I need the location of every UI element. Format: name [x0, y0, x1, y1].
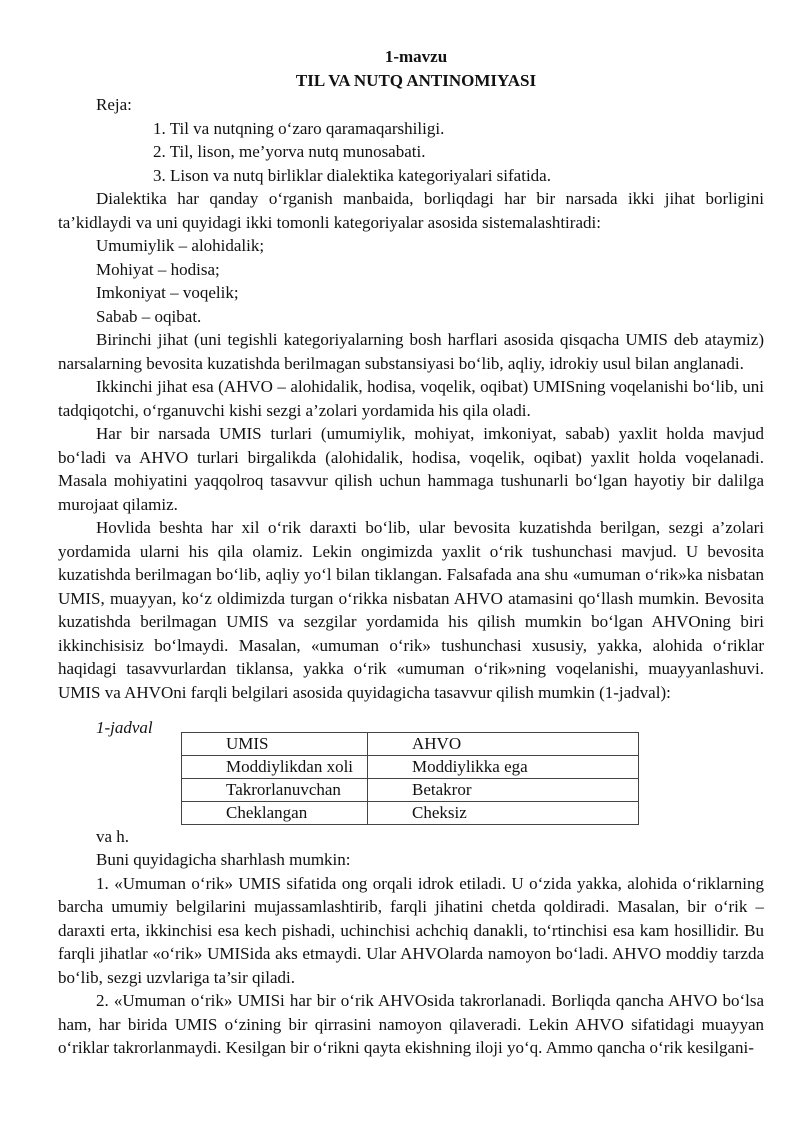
table-cell: Takrorlanuvchan [182, 778, 368, 801]
page-title: TIL VA NUTQ ANTINOMIYASI [295, 71, 537, 90]
plan-item: 1. Til va nutqning o‘zaro qaramaqarshiligi. [153, 118, 445, 138]
comparison-table [181, 732, 639, 825]
plan-label: Reja: [96, 95, 132, 114]
body-paragraph: Birinchi jihat (uni tegishli kategoriyalarning bosh harflari asosida qisqacha UMIS deb ataymiz) narsalarning bevosita kuzatishda berilmagan substansiyasi bo‘lib, aqliy, idrokiy usul bilan anglanadi. [58, 330, 764, 373]
body-paragraph: Har bir narsada UMIS turlari (umumiylik, mohiyat, imkoniyat, sabab) yaxlit holda mavjud bo‘ladi va AHVO turlari birgalikda (alohidalik, hodisa, voqelik, oqibat) yaxlit holda voqelanadi. Masala mohiyatini yaqqolroq tasavvur qilish uchun hammaga tushunarli bo‘lgan hayotiy bir dalilga murojaat qilamiz. [58, 424, 764, 514]
document-page [58, 45, 764, 1060]
table-row [182, 732, 639, 755]
numbered-paragraph: 2. «Umuman o‘rik» UMISi har bir o‘rik AHVOsida takrorlanadi. Borliqda qancha AHVO bo‘lsa ham, har birida UMIS o‘zining bir qirrasini namoyon qilaveradi. Lekin AHVO sifatidagi muayyan o‘riklar takrorlanmaydi. Kesilgan bir o‘rikni qayta ekishning iloji yo‘q. Ammo qancha o‘rik kesilgani- [58, 991, 764, 1057]
table-cell: Moddiylikka ega [368, 755, 639, 778]
plan-list [58, 117, 764, 188]
table-cell: Betakror [368, 778, 639, 801]
table-cell: UMIS [182, 732, 368, 755]
intro-paragraph: Dialektika har qanday o‘rganish manbaida, borliqdagi har bir narsada ikki jihat borligini ta’kidlaydi va uni quyidagi ikki tomonli kategoriyalar asosida sistemalashtiradi: [58, 189, 764, 232]
body-paragraph: Ikkinchi jihat esa (AHVO – alohidalik, hodisa, voqelik, oqibat) UMISning voqelanishi bo‘lib, uni tadqiqotchi, o‘rganuvchi kishi sezgi a’zolari yordamida his qila oladi. [58, 377, 764, 420]
category-line: Mohiyat – hodisa; [96, 259, 220, 279]
category-line: Imkoniyat – voqelik; [96, 283, 239, 302]
body-paragraph: Hovlida beshta har xil o‘rik daraxti bo‘lib, ular bevosita kuzatishda berilgan, sezgi a’zolari yordamida ularni his qila olamiz. Lekin ongimizda yaxlit o‘rik tushunchasi mavjud. U bevosita kuzatishda berilmagan bo‘lib, aqliy yo‘l bilan tiklangan. Falsafada ana shu «umuman o‘rik»ka nisbatan UMIS, muayyan, ko‘z oldimizda turgan o‘rikka nisbatan AHVO atamasini qo‘llash mumkin. Bevosita kuzatishda berilmagan UMIS va sezgilar yordamida his qilish mumkin bo‘lgan AHVOning biri ikkinchisisiz bo‘lmaydi. Masalan, «umuman o‘rik» tushunchasi xususiy, yakka, alohida o‘riklar haqidagi tasavvurlardan tiklansa, yakka o‘rik «umuman o‘rik»ning voqelanishi, muayyanlashuvi. UMIS va AHVOni farqli belgilari asosida quyidagicha tasavvur qilish mumkin (1-jadval): [58, 518, 764, 702]
table-row [182, 801, 639, 824]
plan-item: 3. Lison va nutq birliklar dialektika kategoriyalari sifatida. [153, 165, 551, 185]
category-line: Umumiylik – alohidalik; [96, 236, 265, 255]
table-label: 1-jadval [96, 718, 153, 737]
table-cell: AHVO [368, 732, 639, 755]
table-row [182, 778, 639, 801]
table-row [182, 755, 639, 778]
table-cell: Cheksiz [368, 801, 639, 824]
plan-item: 2. Til, lison, me’yorva nutq munosabati. [153, 142, 426, 161]
numbered-paragraph: 1. «Umuman o‘rik» UMIS sifatida ong orqali idrok etiladi. U o‘zida yakka, alohida o‘riklarning barcha umumiy belgilarini mujassamlashtirib, farqli jihatini chetda qoldiradi. Masalan, bir o‘rik – daraxti erta, ikkinchisi esa kech pishadi, uchinchisi achchiq danakli, to‘rtinchisi esa kam hosillidir. Bu farqli jihatlar «o‘rik» UMISida aks etmaydi. Ular AHVOlarda namoyon bo‘ladi. AHVO moddiy tarzda bo‘lib, sezgi uzvlariga ta’sir qiladi. [58, 873, 764, 987]
category-line: Sabab – oqibat. [96, 306, 202, 326]
etc-line: va h. [96, 826, 130, 846]
table-cell: Moddiylikdan xoli [182, 755, 368, 778]
table-cell: Cheklangan [182, 801, 368, 824]
topic-number: 1-mavzu [384, 47, 448, 66]
lead-line: Buni quyidagicha sharhlash mumkin: [96, 850, 351, 869]
